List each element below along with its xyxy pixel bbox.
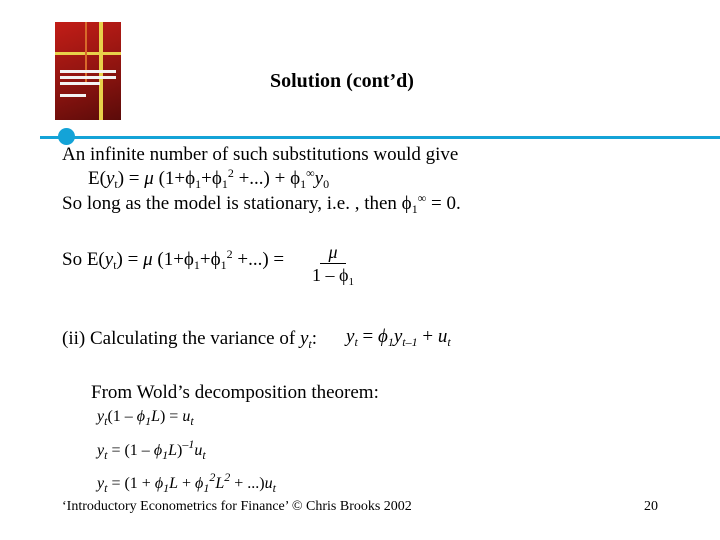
- text-line-variance: (ii) Calculating the variance of $y_t$:: [62, 328, 317, 351]
- fraction-numerator: μ: [320, 241, 345, 264]
- text-line-stationary: So long as the model is stationary, i.e. , then $\phi_1^\infty = 0$.: [62, 191, 461, 216]
- title-divider: [40, 136, 720, 139]
- fraction-denominator: $1 - \phi_1$: [312, 265, 354, 288]
- wold-equation-2: $y_t = (1 - \phi_1L)^{-1}u_t$: [97, 437, 206, 462]
- page-number: 20: [644, 499, 658, 514]
- slide-title: Solution (cont’d): [270, 70, 414, 92]
- text-line-wold: From Wold’s decomposition theorem:: [91, 382, 379, 403]
- ar1-equation: $y_t = \phi_1y_{t-1} + u_t$: [346, 326, 451, 349]
- mean-fraction: [312, 241, 354, 286]
- footer-citation: ‘Introductory Econometrics for Finance’ © Chris Brooks 2002: [62, 499, 412, 514]
- equation-mean: So $E(y_t) = \mu$ ($1+\phi_1+\phi_1^2$ +...) =: [62, 247, 285, 272]
- divider-dot: [58, 128, 75, 145]
- equation-expectation-yt: $E(y_t) = \mu$ ($1+\phi_1+\phi_1^2$ +...) + $\phi_1^\infty y_0$: [88, 166, 330, 191]
- book-cover-image: [55, 22, 121, 120]
- wold-equation-3: $y_t = (1 + \phi_1L + \phi_1^2L^2 + ...)u_t$: [97, 470, 276, 495]
- text-line-1: An infinite number of such substitutions would give: [62, 144, 459, 165]
- wold-equation-1: $y_t(1 - \phi_1L) = u_t$: [97, 408, 194, 428]
